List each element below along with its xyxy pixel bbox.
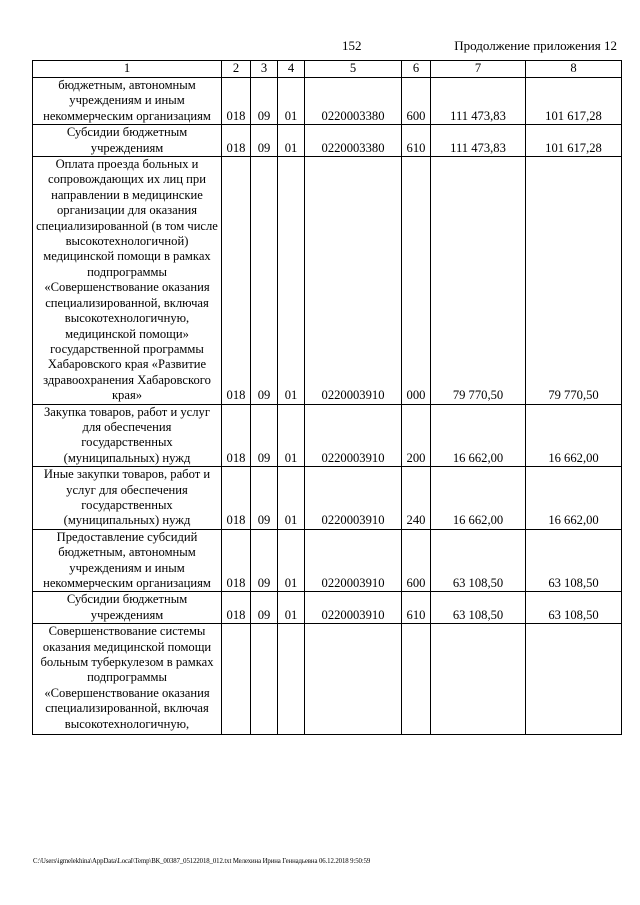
cell-target: 0220003910 (305, 404, 402, 467)
cell-expense-type: 600 (402, 529, 431, 592)
cell-amount-1: 79 770,50 (431, 157, 526, 405)
column-header: 4 (278, 61, 305, 78)
cell-amount-1: 16 662,00 (431, 404, 526, 467)
budget-table (32, 60, 622, 735)
cell-ministry: 018 (222, 529, 251, 592)
cell-amount-2: 79 770,50 (526, 157, 622, 405)
page-number: 152 (342, 38, 362, 53)
cell-subsection: 01 (278, 125, 305, 157)
file-path-footer: C:\Users\igmelekhina\AppData\Local\Temp\ВК_00387_05122018_012.txt Мелехина Ирина Геннадьевна 06.12.2018 9:50:59 (33, 858, 371, 865)
row-name: Субсидии бюджетным учреждениям (33, 592, 222, 624)
cell-subsection: 01 (278, 404, 305, 467)
cell-expense-type: 240 (402, 467, 431, 530)
cell-section: 09 (251, 529, 278, 592)
cell-target: 0220003380 (305, 125, 402, 157)
cell-ministry: 018 (222, 592, 251, 624)
cell-subsection: 01 (278, 592, 305, 624)
cell-ministry: 018 (222, 157, 251, 405)
table-row (33, 404, 622, 467)
cell-amount-2: 16 662,00 (526, 404, 622, 467)
table-row (33, 592, 622, 624)
table-header-row (33, 61, 622, 78)
table-row (33, 467, 622, 530)
cell-target: 0220003910 (305, 592, 402, 624)
cell-target: 0220003910 (305, 157, 402, 405)
cell-target (305, 624, 402, 735)
row-name: бюджетным, автономным учреждениям и иным некоммерческим организациям (33, 78, 222, 125)
cell-section: 09 (251, 592, 278, 624)
table-row (33, 125, 622, 157)
column-header: 8 (526, 61, 622, 78)
cell-target: 0220003380 (305, 78, 402, 125)
table-row (33, 529, 622, 592)
cell-target: 0220003910 (305, 529, 402, 592)
column-header: 3 (251, 61, 278, 78)
cell-target: 0220003910 (305, 467, 402, 530)
column-header: 7 (431, 61, 526, 78)
cell-expense-type: 610 (402, 125, 431, 157)
cell-expense-type: 200 (402, 404, 431, 467)
cell-ministry: 018 (222, 404, 251, 467)
row-name: Оплата проезда больных и сопровождающих их лиц при направлении в медицинские организации для оказания специализированной (в том числе высокотехнологичной) медицинской помощи в рамках подпрограммы «Совершенствование оказания специализированной, включая высокотехнологичную, медицинской помощи» государственной программы Хабаровского края «Развитие здравоохранения Хабаровского края» (33, 157, 222, 405)
cell-section: 09 (251, 157, 278, 405)
row-name: Субсидии бюджетным учреждениям (33, 125, 222, 157)
row-name: Иные закупки товаров, работ и услуг для обеспечения государственных (муниципальных) нужд (33, 467, 222, 530)
cell-amount-2: 63 108,50 (526, 592, 622, 624)
cell-subsection (278, 624, 305, 735)
table-row (33, 157, 622, 405)
cell-subsection: 01 (278, 467, 305, 530)
table-row (33, 78, 622, 125)
cell-amount-2: 16 662,00 (526, 467, 622, 530)
cell-ministry: 018 (222, 467, 251, 530)
cell-subsection: 01 (278, 529, 305, 592)
cell-ministry (222, 624, 251, 735)
cell-amount-2: 63 108,50 (526, 529, 622, 592)
column-header: 6 (402, 61, 431, 78)
row-name: Предоставление субсидий бюджетным, автономным учреждениям и иным некоммерческим организациям (33, 529, 222, 592)
table-row (33, 624, 622, 735)
cell-amount-1: 16 662,00 (431, 467, 526, 530)
cell-expense-type: 610 (402, 592, 431, 624)
row-name: Закупка товаров, работ и услуг для обеспечения государственных (муниципальных) нужд (33, 404, 222, 467)
cell-amount-1: 111 473,83 (431, 78, 526, 125)
cell-section: 09 (251, 125, 278, 157)
cell-ministry: 018 (222, 78, 251, 125)
cell-amount-1 (431, 624, 526, 735)
cell-section: 09 (251, 404, 278, 467)
cell-amount-1: 63 108,50 (431, 592, 526, 624)
cell-amount-1: 111 473,83 (431, 125, 526, 157)
cell-section: 09 (251, 467, 278, 530)
cell-section (251, 624, 278, 735)
cell-amount-2: 101 617,28 (526, 78, 622, 125)
cell-amount-2 (526, 624, 622, 735)
cell-subsection: 01 (278, 157, 305, 405)
cell-expense-type: 600 (402, 78, 431, 125)
column-header: 2 (222, 61, 251, 78)
column-header: 1 (33, 61, 222, 78)
column-header: 5 (305, 61, 402, 78)
cell-expense-type: 000 (402, 157, 431, 405)
cell-expense-type (402, 624, 431, 735)
appendix-title: Продолжение приложения 12 (454, 38, 617, 53)
cell-ministry: 018 (222, 125, 251, 157)
cell-subsection: 01 (278, 78, 305, 125)
cell-section: 09 (251, 78, 278, 125)
cell-amount-1: 63 108,50 (431, 529, 526, 592)
row-name: Совершенствование системы оказания медицинской помощи больным туберкулезом в рамках подпрограммы «Совершенствование оказания специализированной, включая высокотехнологичную, (33, 624, 222, 735)
cell-amount-2: 101 617,28 (526, 125, 622, 157)
